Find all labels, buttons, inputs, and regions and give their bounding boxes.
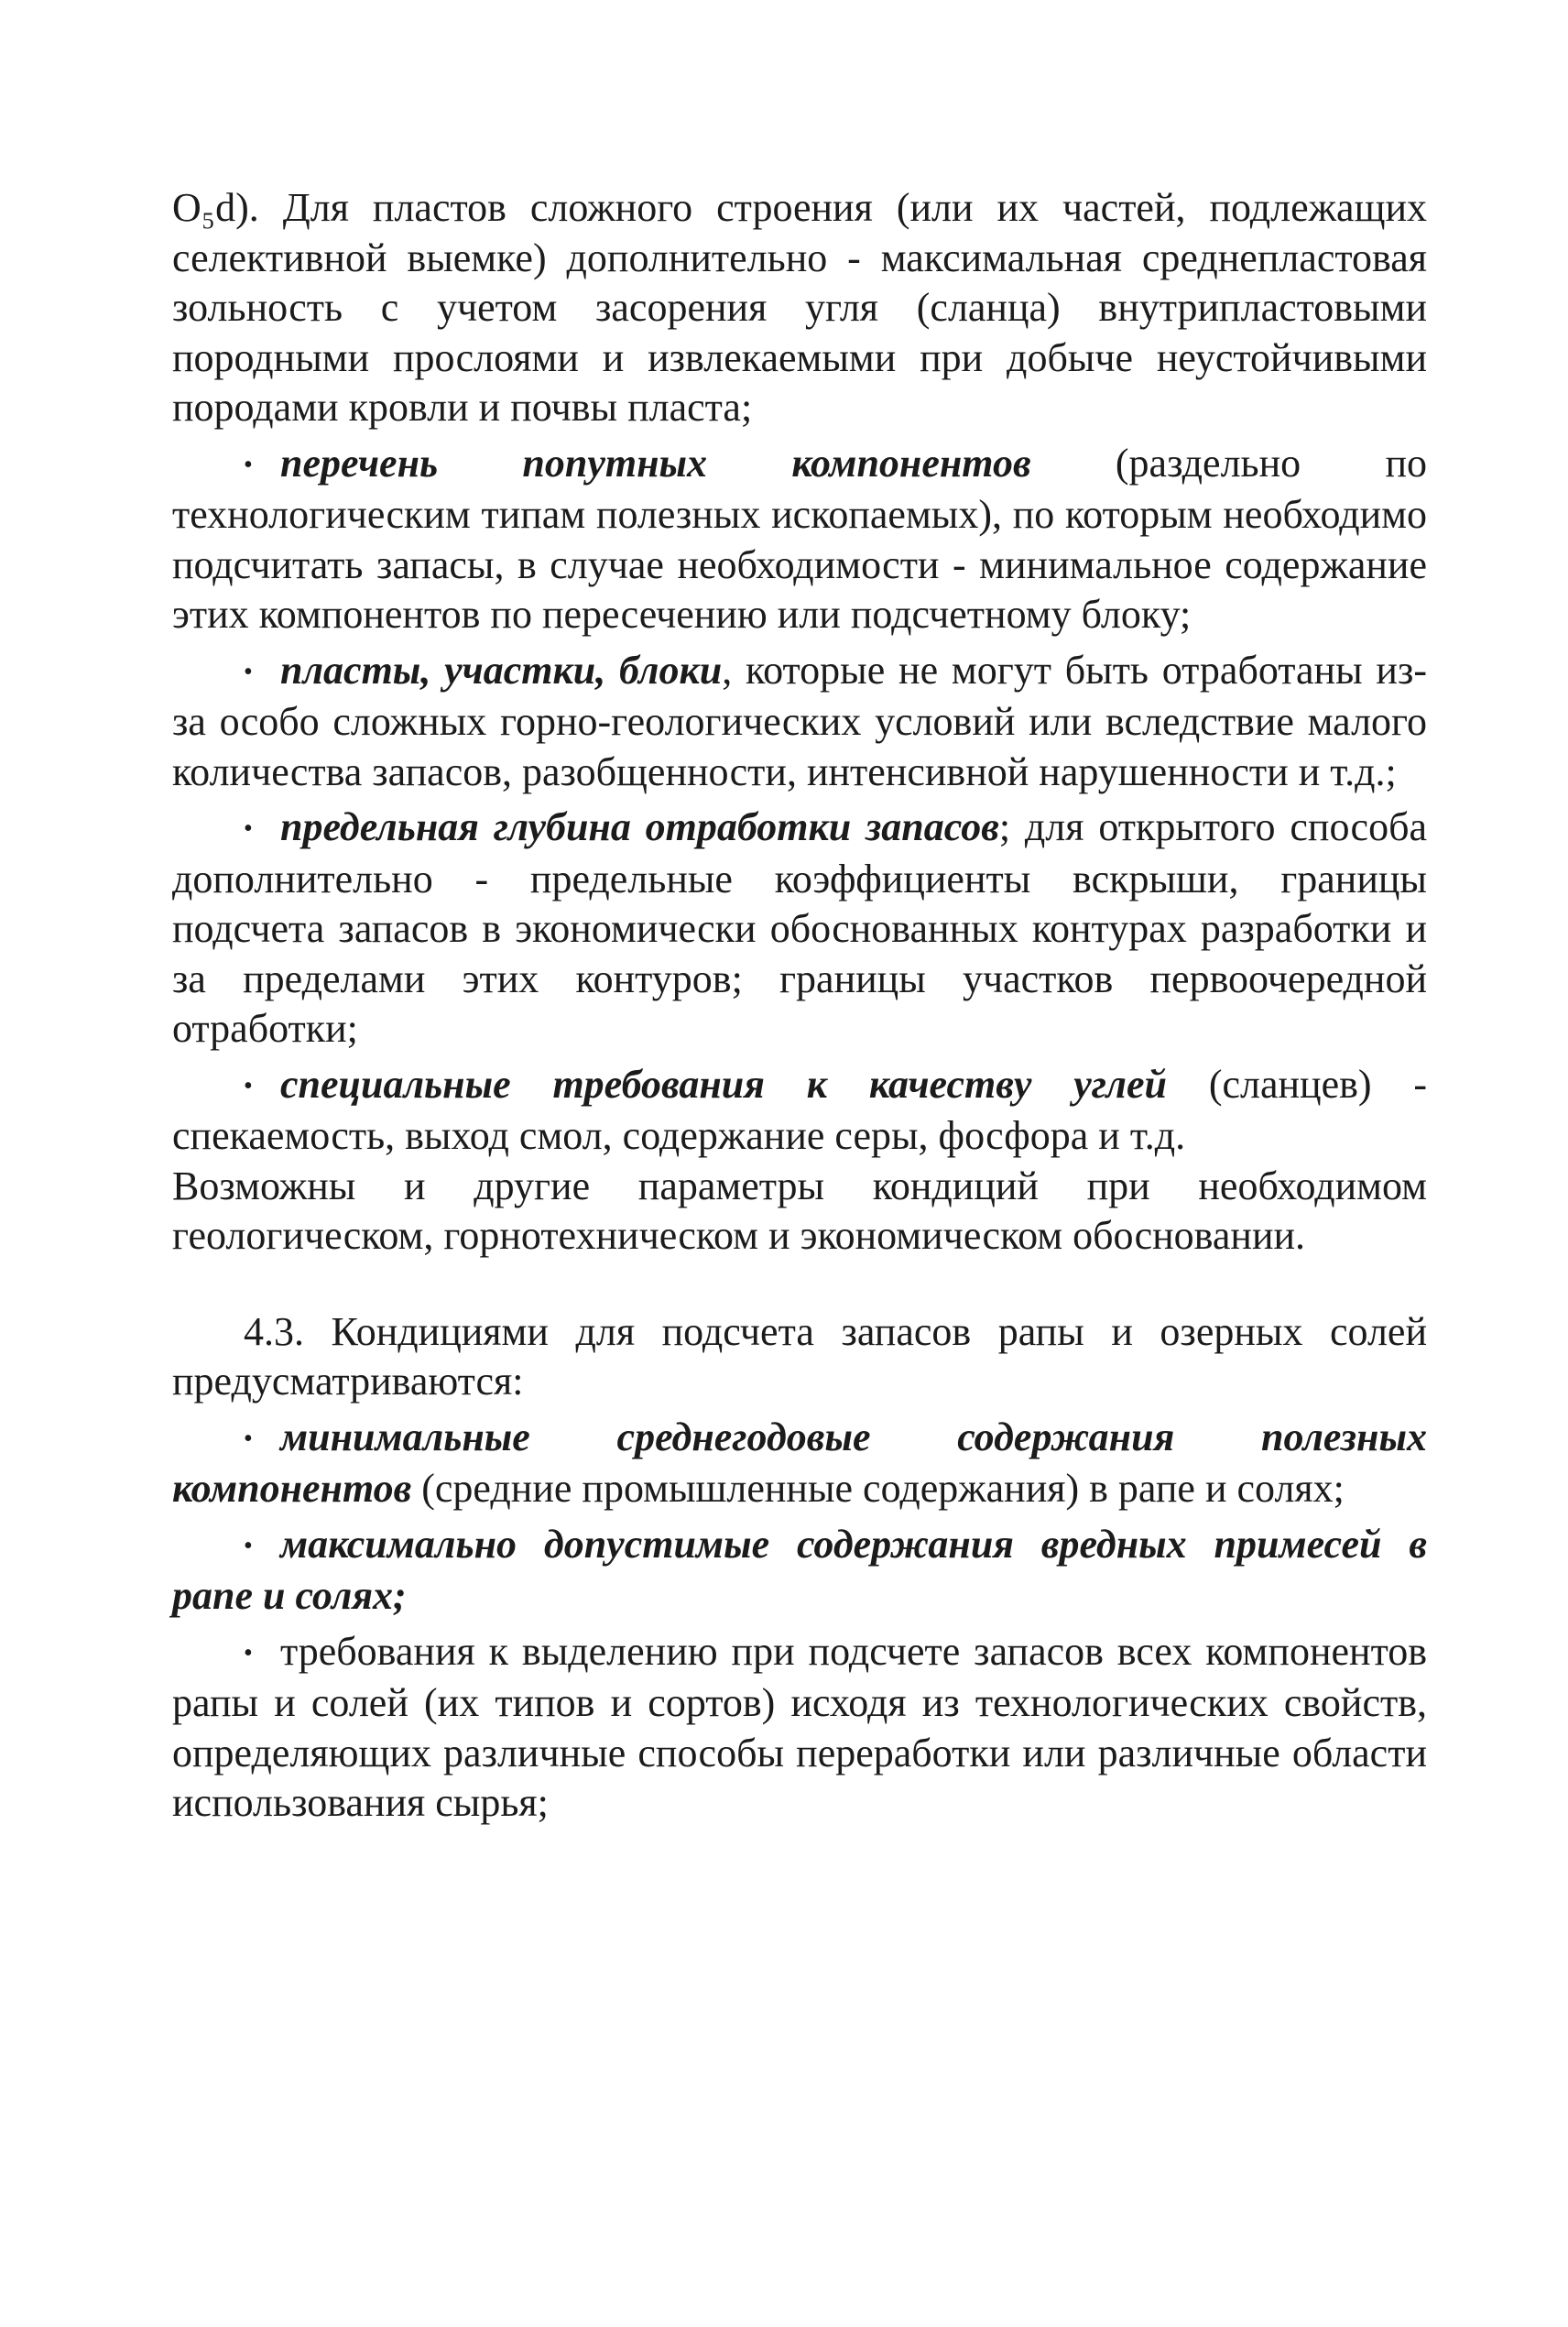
list-item-text: , которые не могут быть отработаны из-за особо сложных горно-геологических условий или вследствие малого количества запасов, разобщенности, интенсивной нарушенности и т.д.; — [172, 647, 1428, 794]
intro-paragraph: O₅d). Для пластов сложного строения (или их частей, подлежащих селективной выемке) дополнительно - максимальная среднепластовая зольность с учетом засорения угля (сланца) внутрипластовыми породными прослоями и извлекаемыми при добыче неустойчивыми породами кровли и почвы пласта; — [172, 185, 1427, 430]
list-item-emphasis: максимально допустимые содержания вредных примесей в рапе и солях; — [172, 1521, 1427, 1618]
list-item-text: (сланцев) - спекаемость, выход смол, содержание серы, фосфора и т.д. — [172, 1061, 1427, 1158]
bullet-icon: • — [244, 1638, 253, 1667]
list-item-emphasis: минимальные среднегодовые содержания полезных компонентов — [172, 1414, 1427, 1511]
list-item-text: (раздельно по технологическим типам полезных ископаемых), по которым необходимо подсчитать запасы, в случае необходимости - минимальное содержание этих компонентов по пересечению или подсчетному блоку; — [172, 440, 1427, 637]
list-item-text: ; для открытого способа дополнительно - предельные коэффициенты вскрыши, границы подсчета запасов в экономически обоснованных контурах разработки и за пределами этих контуров; границы участков первоочередной отработки; — [172, 804, 1427, 1051]
list-item-max-impurities — [172, 1520, 1427, 1622]
closing-paragraph: Возможны и другие параметры кондиций при необходимом геологическом, горнотехническом и экономическом обосновании. — [172, 1163, 1427, 1258]
section-paragraph-4-3: 4.3. Кондициями для подсчета запасов рапы и озерных солей предусматриваются: — [172, 1308, 1427, 1404]
list-item-emphasis: перечень попутных компонентов — [280, 440, 1031, 486]
list-item-emphasis: специальные требования к качеству углей — [280, 1061, 1168, 1107]
list-item-min-content — [172, 1413, 1427, 1514]
list-item-seams-sections-blocks — [172, 646, 1427, 798]
list-item-emphasis: пласты, участки, блоки — [280, 647, 723, 693]
bullet-icon: • — [244, 1071, 253, 1100]
bullet-icon: • — [244, 657, 253, 686]
bullet-icon: • — [244, 1424, 253, 1453]
bullet-icon: • — [244, 814, 253, 843]
list-item-coal-quality — [172, 1060, 1427, 1162]
document-page — [172, 183, 1427, 1829]
list-item-emphasis: предельная глубина отработки запасов — [280, 804, 999, 849]
list-item-text: (средние промышленные содержания) в рапе и солях; — [411, 1466, 1345, 1511]
list-item-associated-components — [172, 439, 1427, 640]
bullet-icon: • — [244, 450, 253, 479]
list-item-max-depth — [172, 803, 1427, 1054]
bullet-icon: • — [244, 1531, 253, 1560]
list-item-separation-requirements — [172, 1627, 1427, 1829]
list-item-text: требования к выделению при подсчете запасов всех компонентов рапы и солей (их типов и сортов) исходя из технологических свойств, определяющих различные способы переработки или различные области использования сырья; — [172, 1628, 1427, 1825]
